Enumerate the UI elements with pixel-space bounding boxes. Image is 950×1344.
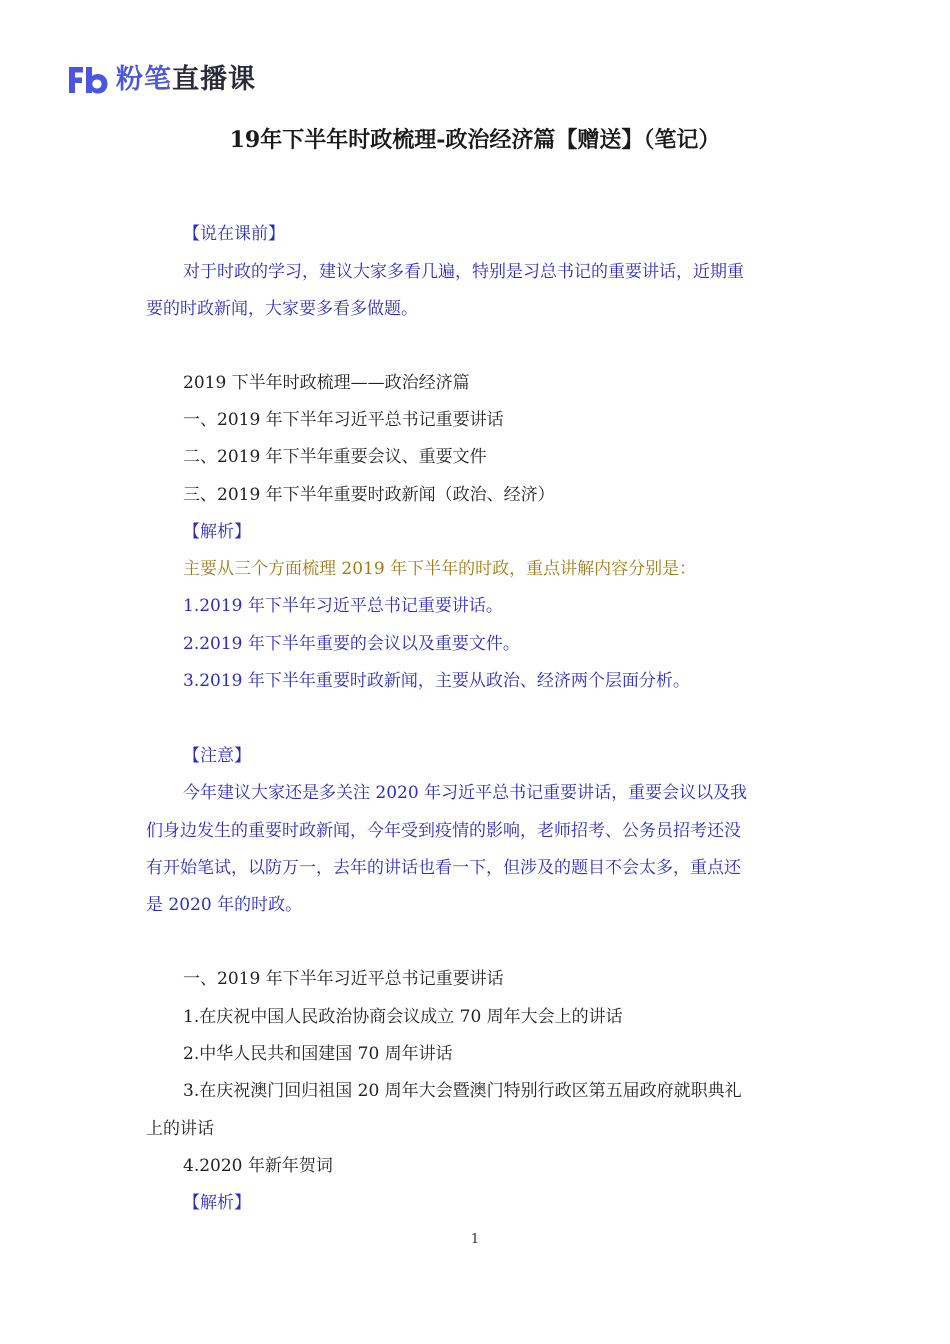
analysis-item: 3.2019 年下半年重要时政新闻，主要从政治、经济两个层面分析。 (183, 671, 690, 691)
notice-line-3: 有开始笔试，以防万一，去年的讲话也看一下，但涉及的题目不会太多，重点还 (146, 858, 741, 878)
page-number: 1 (470, 1232, 480, 1247)
analysis-lead: 主要从三个方面梳理 2019 年下半年的时政，重点讲解内容分别是： (183, 559, 697, 579)
speech-item-2: 2.中华人民共和国建国 70 周年讲话 (183, 1044, 453, 1064)
analysis-heading-2: 【解析】 (183, 1193, 251, 1213)
notice-line-2: 们身边发生的重要时政新闻，今年受到疫情的影响，老师招考、公务员招考还没 (146, 821, 741, 841)
brand-logo (66, 62, 256, 98)
analysis-item: 2.2019 年下半年重要的会议以及重要文件。 (183, 634, 520, 654)
outline-item: 三、2019 年下半年重要时政新闻（政治、经济） (183, 485, 555, 505)
analysis-heading: 【解析】 (183, 522, 251, 542)
speech-item-3-line-2: 上的讲话 (146, 1119, 214, 1139)
document-title: 19年下半年时政梳理-政治经济篇【赠送】（笔记） (229, 127, 721, 153)
notice-heading: 【注意】 (183, 746, 251, 766)
speech-item-3-line-1: 3.在庆祝澳门回归祖国 20 周年大会暨澳门特别行政区第五届政府就职典礼 (183, 1081, 742, 1101)
intro-paragraph-line-1: 对于时政的学习，建议大家多看几遍，特别是习总书记的重要讲话，近期重 (183, 262, 744, 282)
outline-item: 二、2019 年下半年重要会议、重要文件 (183, 447, 487, 467)
notice-line-4: 是 2020 年的时政。 (146, 895, 303, 915)
intro-paragraph-line-2: 要的时政新闻，大家要多看多做题。 (146, 299, 418, 319)
fb-logo-icon (66, 64, 110, 96)
brand-name-primary: 粉笔 (116, 64, 172, 95)
outline-heading: 2019 下半年时政梳理——政治经济篇 (183, 373, 470, 393)
speech-item-4: 4.2020 年新年贺词 (183, 1156, 333, 1176)
brand-name-secondary: 直播课 (172, 64, 256, 95)
section-heading: 一、2019 年下半年习近平总书记重要讲话 (183, 969, 504, 989)
outline-item: 一、2019 年下半年习近平总书记重要讲话 (183, 410, 504, 430)
intro-heading: 【说在课前】 (183, 224, 285, 244)
brand-name (116, 64, 256, 96)
analysis-item: 1.2019 年下半年习近平总书记重要讲话。 (183, 596, 503, 616)
notice-line-1: 今年建议大家还是多关注 2020 年习近平总书记重要讲话，重要会议以及我 (183, 783, 748, 803)
speech-item-1: 1.在庆祝中国人民政治协商会议成立 70 周年大会上的讲话 (183, 1007, 623, 1027)
